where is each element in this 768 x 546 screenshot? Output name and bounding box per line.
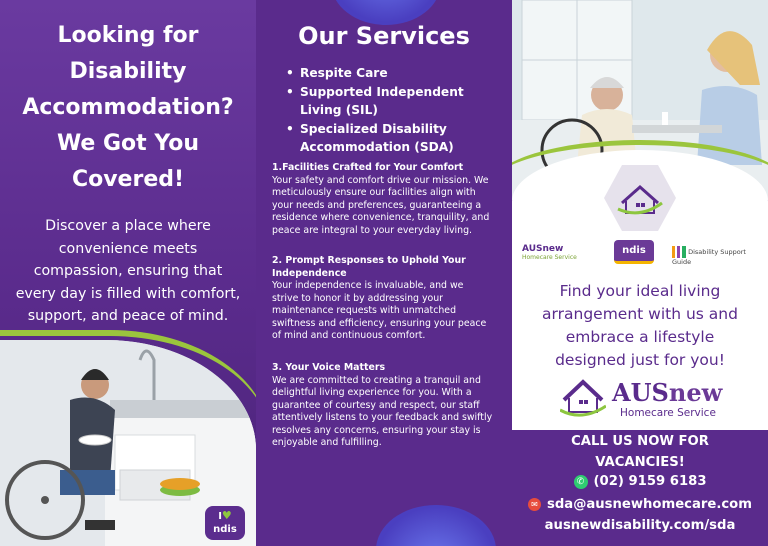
section-body-line: your needs and preferences, guaranteeing a — [272, 199, 482, 211]
tagline-line: designed just for you! — [555, 351, 725, 369]
cta-line: CALL US NOW FOR — [571, 434, 709, 449]
tagline-line: embrace a lifestyle — [565, 328, 715, 346]
section-body-line: meticulously ensure our facilities align with — [272, 187, 476, 198]
section-body-line: maintenance requests with unmatched — [272, 305, 457, 316]
section-body-line: of mind and continuous comfort. — [272, 330, 426, 341]
service-label: Accommodation (SDA) — [300, 140, 454, 154]
badge-text: I — [218, 511, 222, 522]
service-label: Living (SIL) — [300, 103, 378, 117]
brand-name — [612, 378, 722, 407]
partner-logos — [522, 240, 762, 268]
mail-icon: ✉ — [528, 498, 541, 511]
phone-icon: ✆ — [574, 475, 588, 489]
section-title: 2. Prompt Responses to Uphold Your — [272, 255, 466, 266]
service-item — [286, 120, 501, 157]
section-body-line: strive to honor it by addressing your — [272, 292, 444, 304]
ndis-logo: ndis — [614, 240, 654, 264]
tagline-line: arrangement with us and — [542, 305, 738, 323]
brand-subtitle: Homecare Service — [620, 407, 716, 419]
left-panel — [0, 0, 256, 546]
ndis-badge — [205, 506, 245, 540]
headline — [0, 18, 256, 198]
section-body-line: attentively listens to your feedback and swiftly — [272, 412, 493, 423]
headline-line: Disability — [69, 59, 187, 84]
services-list — [286, 64, 501, 157]
dsg-logo — [672, 246, 762, 266]
service-section-1 — [272, 162, 504, 237]
logo-text: AUSnew — [522, 244, 564, 254]
intro-line: every day is filled with comfort, — [15, 285, 241, 302]
tagline — [522, 280, 758, 372]
section-body-line: resolves any concerns, ensuring your stay is — [272, 424, 481, 436]
heart-icon: ♥ — [221, 509, 232, 522]
brand-new: new — [668, 378, 723, 407]
section-title: 3. Your Voice Matters — [272, 362, 386, 373]
intro-line: compassion, ensuring that — [33, 263, 223, 279]
logo-text: Disability Support Guide — [672, 248, 746, 266]
section-body-line: swiftness and efficiency, ensuring your peace — [272, 317, 487, 329]
ausnew-small-logo — [522, 244, 577, 261]
tagline-line: Find your ideal living — [559, 282, 721, 300]
section-body-line: residence where convenience, tranquility, and — [272, 212, 490, 223]
cta-line: VACANCIES! — [595, 455, 685, 470]
service-label: Specialized Disability — [300, 121, 447, 136]
section-body-line: Your safety and comfort drive our mission. We — [272, 174, 489, 186]
intro-line: convenience meets — [58, 240, 198, 257]
section-body-line: enjoyable and fulfilling. — [272, 437, 382, 448]
headline-line: We Got You — [56, 131, 200, 156]
call-to-action — [512, 431, 768, 473]
badge-text: ndis — [213, 524, 237, 535]
website-row[interactable] — [512, 518, 768, 533]
email-row[interactable] — [512, 497, 768, 512]
headline-line: Looking for — [57, 23, 199, 48]
service-section-2 — [272, 255, 504, 343]
services-title: Our Services — [298, 22, 470, 50]
intro-line: support, and peace of mind. — [27, 308, 229, 324]
ausnew-logo — [560, 378, 760, 426]
bars-icon — [672, 246, 686, 258]
website-link[interactable]: ausnewdisability.com/sda — [544, 518, 736, 533]
house-logo-icon — [560, 378, 606, 418]
headline-line: Covered! — [71, 167, 185, 192]
decorative-arc — [0, 330, 256, 440]
service-label: Respite Care — [300, 66, 388, 80]
service-label: Supported Independent — [300, 84, 464, 99]
decorative-blob — [376, 505, 496, 546]
service-item — [286, 83, 501, 120]
middle-panel — [256, 0, 512, 546]
email-address[interactable]: sda@ausnewhomecare.com — [547, 497, 752, 512]
section-body-line: Your independence is invaluable, and we — [272, 280, 464, 291]
brand-aus: AUS — [612, 378, 669, 407]
intro-text — [8, 215, 248, 328]
section-body-line: guarantee of courtesy and respect, our staff — [272, 399, 480, 411]
right-panel — [512, 0, 768, 546]
section-body-line: We are committed to creating a tranquil and — [272, 374, 481, 386]
intro-line: Discover a place where — [45, 218, 211, 234]
section-body-line: delightful living experience for you. With a — [272, 387, 472, 398]
section-title: Independence — [272, 267, 347, 279]
headline-line: Accommodation? — [22, 95, 234, 120]
phone-number[interactable]: (02) 9159 6183 — [593, 474, 707, 489]
service-section-3 — [272, 362, 504, 450]
phone-row[interactable] — [512, 474, 768, 489]
service-item — [286, 64, 501, 83]
section-body-line: peace are integral to your everyday living. — [272, 224, 473, 236]
logo-subtext: Homecare Service — [522, 254, 577, 261]
section-title: 1.Facilities Crafted for Your Comfort — [272, 162, 464, 173]
